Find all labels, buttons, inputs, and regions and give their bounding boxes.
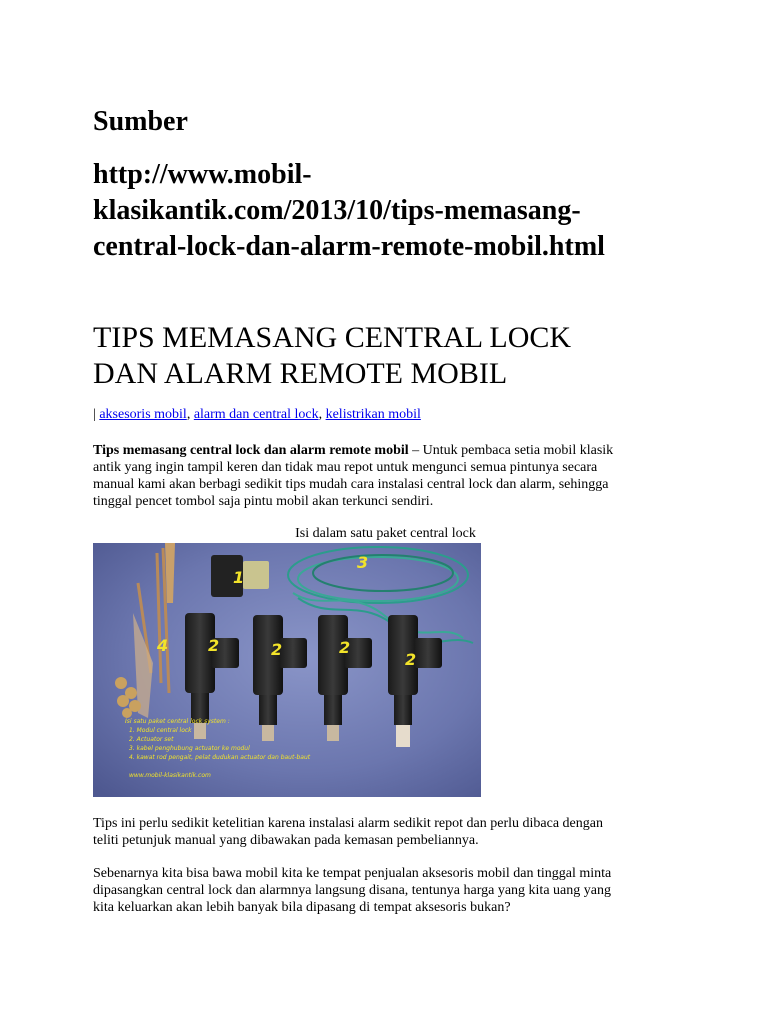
label-1: 1 — [233, 568, 245, 587]
label-2a: 2 — [208, 636, 220, 655]
intro-line: manual kami akan berbagi sedikit tips mudah cara instalasi central lock dan alarm, sehingga — [93, 477, 609, 492]
paragraph-3-line: kita keluarkan akan lebih banyak bila dipasang di tempat aksesoris bukan? — [93, 900, 511, 915]
legend-line: 3. kabel penghubung actuator ke modul — [129, 745, 250, 752]
intro-paragraph — [93, 442, 683, 510]
intro-line: antik yang ingin tampil keren dan tidak mau repot untuk mengunci semua pintunya secara — [93, 460, 598, 475]
tag-link-alarm-dan-central-lock[interactable]: alarm dan central lock — [193, 407, 319, 422]
tag-separator: , — [186, 407, 194, 422]
paragraph-2-line: teliti petunjuk manual yang dibawakan pada kemasan pembeliannya. — [93, 833, 479, 848]
source-url-line: klasikantik.com/2013/10/tips-memasang- — [93, 195, 581, 226]
label-3: 3 — [357, 553, 369, 572]
source-url-line: central-lock-dan-alarm-remote-mobil.html — [93, 231, 605, 262]
source-heading: Sumber — [93, 106, 188, 137]
source-url-line: http://www.mobil- — [93, 159, 312, 190]
article-title-line: DAN ALARM REMOTE MOBIL — [93, 357, 508, 390]
paragraph-3 — [93, 865, 683, 916]
tag-link-kelistrikan-mobil[interactable]: kelistrikan mobil — [325, 407, 421, 422]
label-2b: 2 — [271, 640, 283, 659]
tag-separator: , — [318, 407, 326, 422]
article-title-line: TIPS MEMASANG CENTRAL LOCK — [93, 321, 572, 354]
intro-line — [93, 442, 683, 459]
image-caption: Isi dalam satu paket central lock — [295, 526, 476, 541]
paragraph-2 — [93, 815, 683, 849]
intro-line-rest: – Untuk pembaca setia mobil klasik — [408, 443, 614, 458]
source-url — [93, 157, 683, 265]
label-2c: 2 — [339, 638, 351, 657]
legend-line: 2. Actuator set — [129, 736, 174, 743]
label-2d: 2 — [405, 650, 417, 669]
paragraph-2-line: Tips ini perlu sedikit ketelitian karena instalasi alarm sedikit repot dan perlu dibaca dengan — [93, 816, 603, 831]
legend-line: 1. Modul central lock — [129, 727, 192, 734]
label-4: 4 — [157, 636, 169, 655]
paragraph-3-line: Sebenarnya kita bisa bawa mobil kita ke tempat penjualan aksesoris mobil dan tinggal minta — [93, 866, 612, 881]
paragraph-3-line: dipasangkan central lock dan alarmnya langsung disana, tentunya harga yang kita uang yang — [93, 883, 611, 898]
intro-line: tinggal pencet tombol saja pintu mobil akan terkunci sendiri. — [93, 494, 434, 509]
tags-line — [93, 406, 421, 424]
tag-link-aksesoris-mobil[interactable]: aksesoris mobil — [99, 407, 187, 422]
central-lock-kit-illustration — [93, 543, 481, 797]
article-title — [93, 320, 693, 392]
intro-bold-lead: Tips memasang central lock dan alarm remote mobil — [93, 443, 409, 458]
legend-line: Isi satu paket central lock system : — [125, 718, 230, 725]
photo-watermark: www.mobil-klasikantik.com — [129, 772, 211, 779]
tags-prefix: | — [93, 407, 100, 422]
legend-line: 4. kawat rod pengait, pelat dudukan actuator dan baut-baut — [129, 754, 311, 761]
central-lock-kit-photo — [93, 543, 481, 797]
